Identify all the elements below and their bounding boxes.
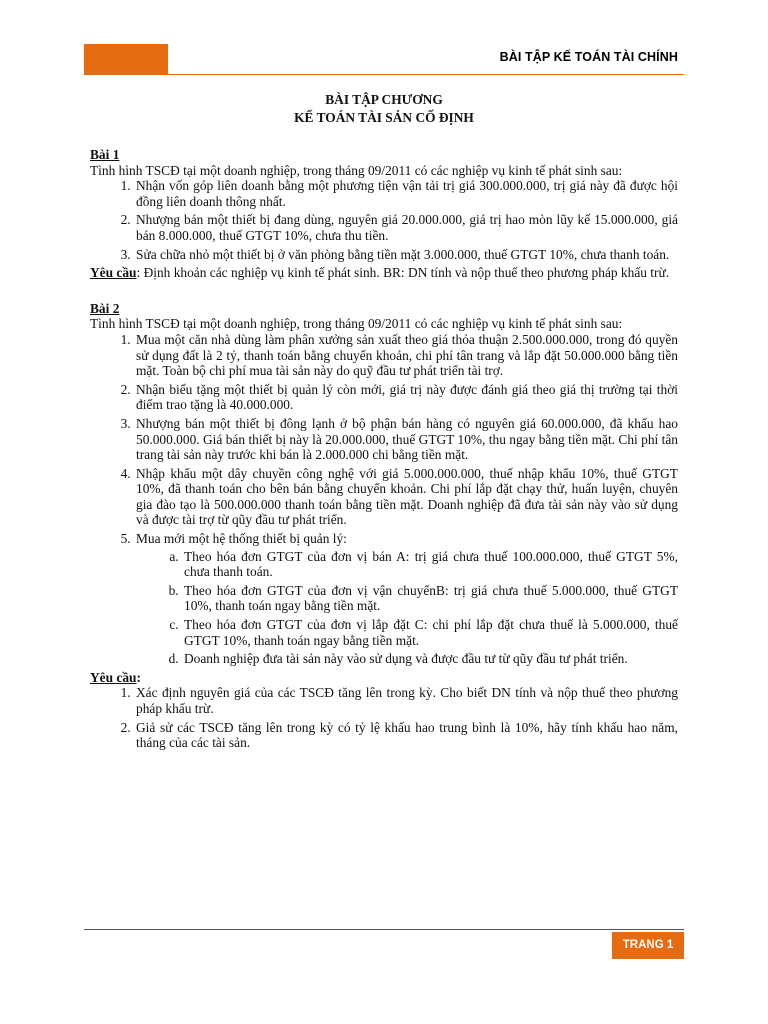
bai2-req-label: Yêu cầu (90, 669, 137, 685)
header-title: BÀI TẬP KẾ TOÁN TÀI CHÍNH (499, 50, 678, 64)
bai2-sub-item: c. Theo hóa đơn GTGT của đơn vị lắp đặt C: chi phí lắp đặt chưa thuế là 5.000.000, thuế GTGT 10%, thanh toán ngay bằng tiền mặt. (182, 617, 678, 648)
footer-divider (84, 929, 684, 930)
bai1-requirement (90, 265, 678, 281)
bai2-list (90, 332, 678, 667)
bai1-item: 2. Nhượng bán một thiết bị đang dùng, nguyên giá 20.000.000, giá trị hao mòn lũy kế 15.000.000, giá bán 8.000.000, thuế GTGT 10%, chưa thu tiền. (134, 212, 678, 243)
bai2-item-5-text: Mua mới một hệ thống thiết bị quản lý: (136, 531, 347, 547)
bai1-heading: Bài 1 (90, 147, 120, 162)
bai2-item: 2. Nhận biếu tặng một thiết bị quản lý còn mới, giá trị này được đánh giá theo giá thị trường tại thời điểm trao tặng là 40.000.000. (134, 382, 678, 413)
header-divider (84, 74, 684, 75)
bai1-item: 1. Nhận vốn góp liên doanh bằng một phương tiện vận tải trị giá 300.000.000, trị giá này đã được hội đồng liên doanh thông nhất. (134, 178, 678, 209)
bai2-req-list (90, 685, 678, 750)
bai2-sub-item: a. Theo hóa đơn GTGT của đơn vị bán A: trị giá chưa thuế 100.000.000, thuế GTGT 5%, chưa thanh toán. (182, 549, 678, 580)
bai2-item: 4. Nhập khẩu một dây chuyền công nghệ với giá 5.000.000.000, thuế nhập khẩu 10%, thuế GTGT 10%, đã thanh toán cho bên bán bằng chuyển khoản. Chi phí lắp đặt chạy thử, huấn luyện, chuyên gia đào tạo là 500.000.000 thanh toán bằng tiền mặt. Doanh nghiệp đã đưa tài sản này vào sử dụng và được tài trợ từ qũy đầu tư phát triển. (134, 466, 678, 528)
bai2-item-5 (134, 531, 678, 667)
header-accent-bar (84, 44, 168, 74)
bai1-req-text: : Định khoản các nghiệp vụ kinh tế phát sinh. BR: DN tính và nộp thuế theo phương pháp khấu trừ. (136, 265, 670, 281)
bai2-item: 3. Nhượng bán một thiết bị đông lạnh ở bộ phận bán hàng có nguyên giá 60.000.000, đã khấu hao 50.000.000. Giá bán thiết bị này là 20.000.000, thuế GTGT 10%, thu ngay bằng tiền mặt. Chi phí tân trang tài sản này trước khi bán là 2.000.000 chi bằng tiền mặt. (134, 416, 678, 463)
bai1-intro: Tình hình TSCĐ tại một doanh nghiệp, trong tháng 09/2011 có các nghiệp vụ kinh tế phát sinh sau: (90, 162, 623, 178)
bai2-item: 1. Mua một căn nhà dùng làm phân xưởng sản xuất theo giá thỏa thuận 2.500.000.000, trong đó quyền sử dụng đất là 2 tỷ, thanh toán bằng chuyển khoản, chi phí tân trang và lắp đặt 50.000.000 bằng tiền mặt. Toàn bộ chi phí mua tài sản này do quỹ đầu tư phát triển tài trợ. (134, 332, 678, 379)
bai2-req-colon: : (136, 669, 141, 685)
bai2-sub-item: d. Doanh nghiệp đưa tài sản này vào sử dụng và được đầu tư từ qũy đầu tư phát triển. (182, 651, 678, 667)
bai2-sub-item: b. Theo hóa đơn GTGT của đơn vị vận chuyểnB: trị giá chưa thuế 5.000.000, thuế GTGT 10%, thanh toán ngay bằng tiền mặt. (182, 583, 678, 614)
doc-title-line1: BÀI TẬP CHƯƠNG (325, 92, 443, 107)
bai1-item: 3. Sửa chữa nhỏ một thiết bị ở văn phòng bằng tiền mặt 3.000.000, thuế GTGT 10%, chưa thanh toán. (134, 247, 678, 263)
doc-title-line2: KẾ TOÁN TÀI SẢN CỐ ĐỊNH (294, 110, 474, 125)
page-number-badge: TRANG 1 (612, 932, 684, 959)
bai2-req-item: 2. Giả sử các TSCĐ tăng lên trong kỳ có tỷ lệ khấu hao trung bình là 10%, hãy tính khấu hao năm, tháng của các tài sản. (134, 720, 678, 751)
document-body (90, 91, 678, 754)
bai2-heading: Bài 2 (90, 300, 120, 316)
bai1-list (90, 178, 678, 262)
bai1-req-label: Yêu cầu (90, 265, 137, 281)
bai2-sublist (136, 549, 678, 667)
bai2-req-item: 1. Xác định nguyên giá của các TSCĐ tăng lên trong kỳ. Cho biết DN tính và nộp thuế theo phương pháp khấu trừ. (134, 685, 678, 716)
bai2-intro: Tình hình TSCĐ tại một doanh nghiệp, trong tháng 09/2011 có các nghiệp vụ kinh tế phát sinh sau: (90, 316, 623, 332)
bai2-requirement-heading (90, 670, 678, 686)
